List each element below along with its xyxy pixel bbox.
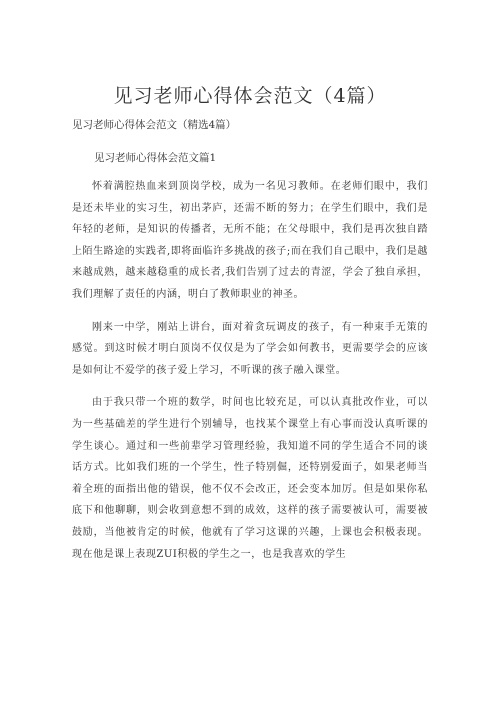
document-body — [72, 176, 428, 565]
document-title: 见习老师心得体会范文（4篇） — [113, 85, 387, 107]
paragraph-3: 由于我只带一个班的数学，时间也比较充足，可以认真批改作业，可以为一些基础差的学生进行个别辅导，也找某个课堂上有心事而没认真听课的学生谈心。通过和一些前辈学习管理经验，我知道不同的学生适合不同的谈话方式。比如我们班的一个学生，性子特别倔，还特别爱面子，如果老师当着全班的面指出他的错误，他不仅不会改正，还会变本加厉。但是如果你私底下和他聊聊，则会收到意想不到的成效，这样的孩子需要被认可，需要被鼓励，当他被肯定的时候，他就有了学习这课的兴趣，上课也会积极表现。现在他是课上表现ZUI积极的学生之一，也是我喜欢的学生 — [72, 397, 428, 560]
document-subtitle: 见习老师心得体会范文（精选4篇） — [72, 119, 237, 131]
paragraph-1: 怀着满腔热血来到顶岗学校，成为一名见习教师。在老师们眼中，我们是还未毕业的实习生，初出茅庐，还需不断的努力；在学生们眼中，我们是年轻的老师，是知识的传播者，无所不能；在父母眼中，我们是再次独自踏上陌生路途的实践者,即将面临许多挑战的孩子;而在我们自己眼中，我们是越来越成熟，越来越稳重的成长者,我们告别了过去的青涩，学会了独自承担，我们理解了责任的内涵，明白了教师职业的神圣。 — [72, 181, 428, 300]
section-heading: 见习老师心得体会范文篇1 — [94, 152, 217, 164]
paragraph-2: 刚来一中学，刚站上讲台，面对着贪玩调皮的孩子，有一种束手无策的感觉。到这时候才明白顶岗不仅仅是为了学会如何教书，更需要学会的应该是如何让不爱学的孩子爱上学习，不听课的孩子融入课堂。 — [72, 321, 428, 376]
